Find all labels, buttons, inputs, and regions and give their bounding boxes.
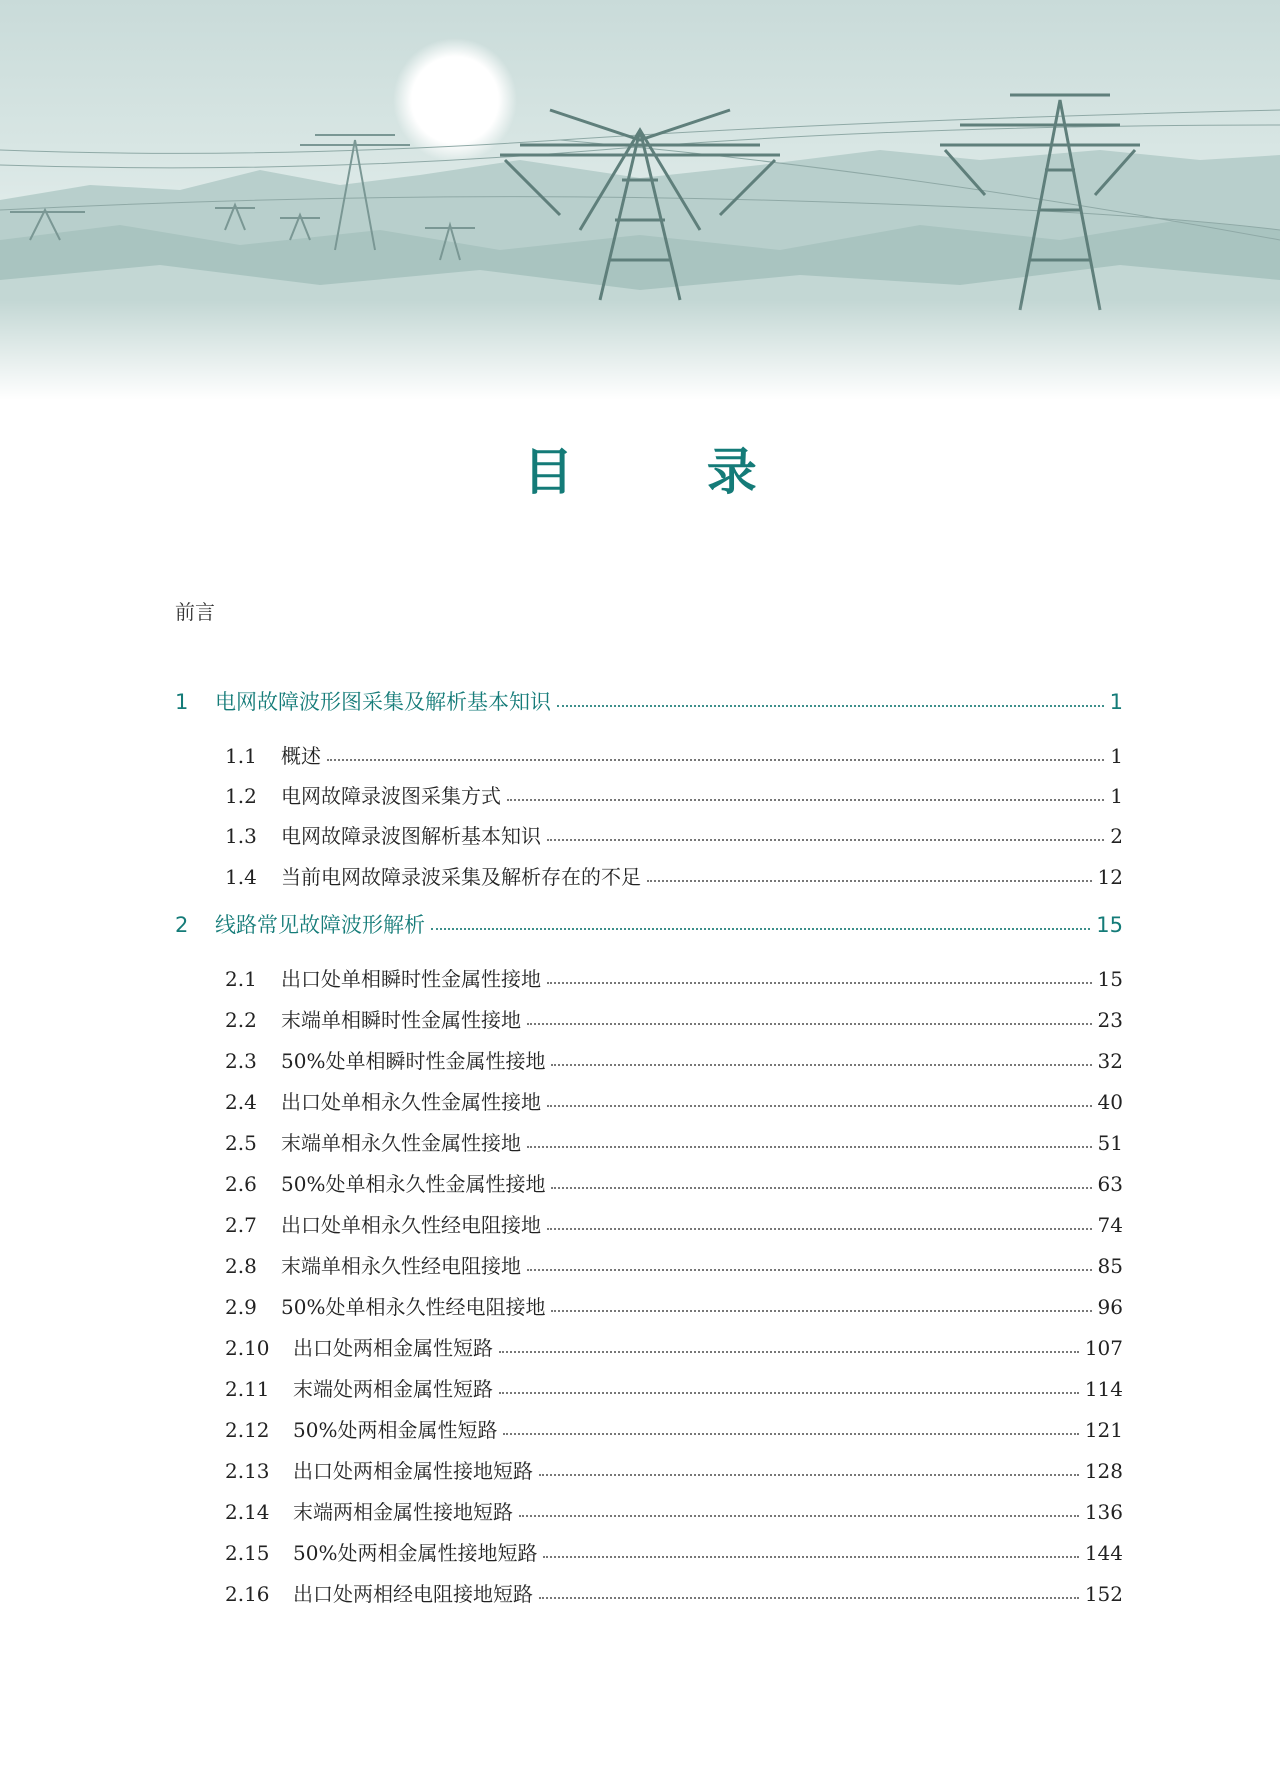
- dot-leader: [499, 1351, 1079, 1353]
- dot-leader: [547, 1105, 1092, 1107]
- dot-leader: [499, 1392, 1079, 1394]
- chapter-title: 线路常见故障波形解析: [215, 913, 425, 937]
- toc-section-1-3[interactable]: [225, 820, 1123, 849]
- dot-leader: [557, 705, 1104, 707]
- chapter-title: 电网故障波形图采集及解析基本知识: [215, 690, 551, 714]
- page-number: 63: [1097, 1172, 1123, 1196]
- section-title: 末端两相金属性接地短路: [293, 1500, 513, 1524]
- section-title: 50%处单相永久性金属性接地: [281, 1172, 546, 1196]
- section-number: 1.3: [225, 824, 257, 848]
- dot-leader: [431, 928, 1090, 930]
- dot-leader: [527, 1146, 1092, 1148]
- toc-section-2-16[interactable]: [225, 1578, 1123, 1607]
- toc-section-2-13[interactable]: [225, 1455, 1123, 1484]
- toc-chapter-1[interactable]: [175, 686, 1123, 716]
- section-number: 2.7: [225, 1213, 257, 1237]
- page-number: 128: [1084, 1459, 1123, 1483]
- toc-section-2-12[interactable]: [225, 1414, 1123, 1443]
- section-title: 末端处两相金属性短路: [293, 1377, 493, 1401]
- section-number: 2.1: [225, 967, 257, 991]
- toc-section-2-6[interactable]: [225, 1168, 1123, 1197]
- dot-leader: [543, 1556, 1078, 1558]
- page-number: 51: [1097, 1131, 1123, 1155]
- page-number: 32: [1097, 1049, 1123, 1073]
- dot-leader: [547, 982, 1092, 984]
- toc-chapter-2[interactable]: [175, 909, 1123, 939]
- dot-leader: [547, 1228, 1092, 1230]
- dot-leader: [327, 759, 1104, 761]
- section-number: 1.2: [225, 784, 257, 808]
- chapter-number: 2: [175, 913, 189, 937]
- section-title: 末端单相瞬时性金属性接地: [281, 1008, 521, 1032]
- page-number: 96: [1097, 1295, 1123, 1319]
- section-title: 出口处两相金属性接地短路: [293, 1459, 533, 1483]
- page-number: 152: [1084, 1582, 1123, 1606]
- page-title: 目 录: [523, 443, 815, 501]
- section-number: 2.6: [225, 1172, 257, 1196]
- toc-section-2-4[interactable]: [225, 1086, 1123, 1115]
- page-number: 40: [1097, 1090, 1123, 1114]
- page-number: 85: [1097, 1254, 1123, 1278]
- toc-section-1-2[interactable]: [225, 780, 1123, 809]
- dot-leader: [539, 1597, 1079, 1599]
- preface-link[interactable]: 前言: [175, 600, 215, 624]
- section-title: 概述: [281, 744, 321, 768]
- page-number: 15: [1097, 967, 1123, 991]
- dot-leader: [551, 1310, 1091, 1312]
- section-number: 2.9: [225, 1295, 257, 1319]
- toc-section-2-14[interactable]: [225, 1496, 1123, 1525]
- page-number: 121: [1084, 1418, 1123, 1442]
- section-title: 出口处单相瞬时性金属性接地: [281, 967, 541, 991]
- section-title: 电网故障录波图解析基本知识: [281, 824, 541, 848]
- page-number: 2: [1110, 824, 1123, 848]
- section-number: 2.10: [225, 1336, 270, 1360]
- section-title: 50%处两相金属性接地短路: [293, 1541, 538, 1565]
- page-number: 74: [1097, 1213, 1123, 1237]
- dot-leader: [647, 880, 1092, 882]
- toc-section-2-11[interactable]: [225, 1373, 1123, 1402]
- section-number: 2.14: [225, 1500, 270, 1524]
- section-title: 50%处单相瞬时性金属性接地: [281, 1049, 546, 1073]
- page-number: 1: [1110, 744, 1123, 768]
- section-number: 2.5: [225, 1131, 257, 1155]
- section-number: 1.1: [225, 744, 257, 768]
- section-number: 2.3: [225, 1049, 257, 1073]
- page-number: 114: [1084, 1377, 1123, 1401]
- header-banner-image: [0, 0, 1280, 400]
- toc-section-2-9[interactable]: [225, 1291, 1123, 1320]
- section-number: 2.4: [225, 1090, 257, 1114]
- page-number: 144: [1084, 1541, 1123, 1565]
- toc-section-1-1[interactable]: [225, 740, 1123, 769]
- page-number: 136: [1084, 1500, 1123, 1524]
- dot-leader: [547, 839, 1104, 841]
- section-title: 电网故障录波图采集方式: [281, 784, 501, 808]
- dot-leader: [551, 1064, 1091, 1066]
- section-title: 出口处单相永久性金属性接地: [281, 1090, 541, 1114]
- toc-section-2-1[interactable]: [225, 963, 1123, 992]
- toc-section-2-5[interactable]: [225, 1127, 1123, 1156]
- toc-section-2-15[interactable]: [225, 1537, 1123, 1566]
- page-number: 1: [1109, 690, 1123, 714]
- dot-leader: [539, 1474, 1079, 1476]
- section-number: 2.11: [225, 1377, 270, 1401]
- toc-section-2-10[interactable]: [225, 1332, 1123, 1361]
- toc-section-2-2[interactable]: [225, 1004, 1123, 1033]
- section-title: 50%处单相永久性经电阻接地: [281, 1295, 546, 1319]
- dot-leader: [519, 1515, 1079, 1517]
- section-title: 末端单相永久性金属性接地: [281, 1131, 521, 1155]
- section-number: 2.16: [225, 1582, 270, 1606]
- dot-leader: [527, 1269, 1092, 1271]
- section-title: 当前电网故障录波采集及解析存在的不足: [281, 865, 641, 889]
- section-title: 出口处两相金属性短路: [293, 1336, 493, 1360]
- toc-section-1-4[interactable]: [225, 861, 1123, 890]
- page-number: 15: [1096, 913, 1123, 937]
- page-number: 1: [1110, 784, 1123, 808]
- section-number: 2.2: [225, 1008, 257, 1032]
- toc-section-2-3[interactable]: [225, 1045, 1123, 1074]
- section-number: 1.4: [225, 865, 257, 889]
- section-number: 2.12: [225, 1418, 270, 1442]
- page-number: 107: [1084, 1336, 1123, 1360]
- section-number: 2.13: [225, 1459, 270, 1483]
- toc-section-2-7[interactable]: [225, 1209, 1123, 1238]
- dot-leader: [551, 1187, 1091, 1189]
- page-number: 12: [1097, 865, 1123, 889]
- section-title: 出口处单相永久性经电阻接地: [281, 1213, 541, 1237]
- section-title: 出口处两相经电阻接地短路: [293, 1582, 533, 1606]
- section-number: 2.15: [225, 1541, 270, 1565]
- chapter-number: 1: [175, 690, 189, 714]
- section-number: 2.8: [225, 1254, 257, 1278]
- dot-leader: [527, 1023, 1092, 1025]
- section-title: 末端单相永久性经电阻接地: [281, 1254, 521, 1278]
- section-title: 50%处两相金属性短路: [293, 1418, 498, 1442]
- dot-leader: [503, 1433, 1078, 1435]
- toc-section-2-8[interactable]: [225, 1250, 1123, 1279]
- page-number: 23: [1097, 1008, 1123, 1032]
- dot-leader: [507, 799, 1104, 801]
